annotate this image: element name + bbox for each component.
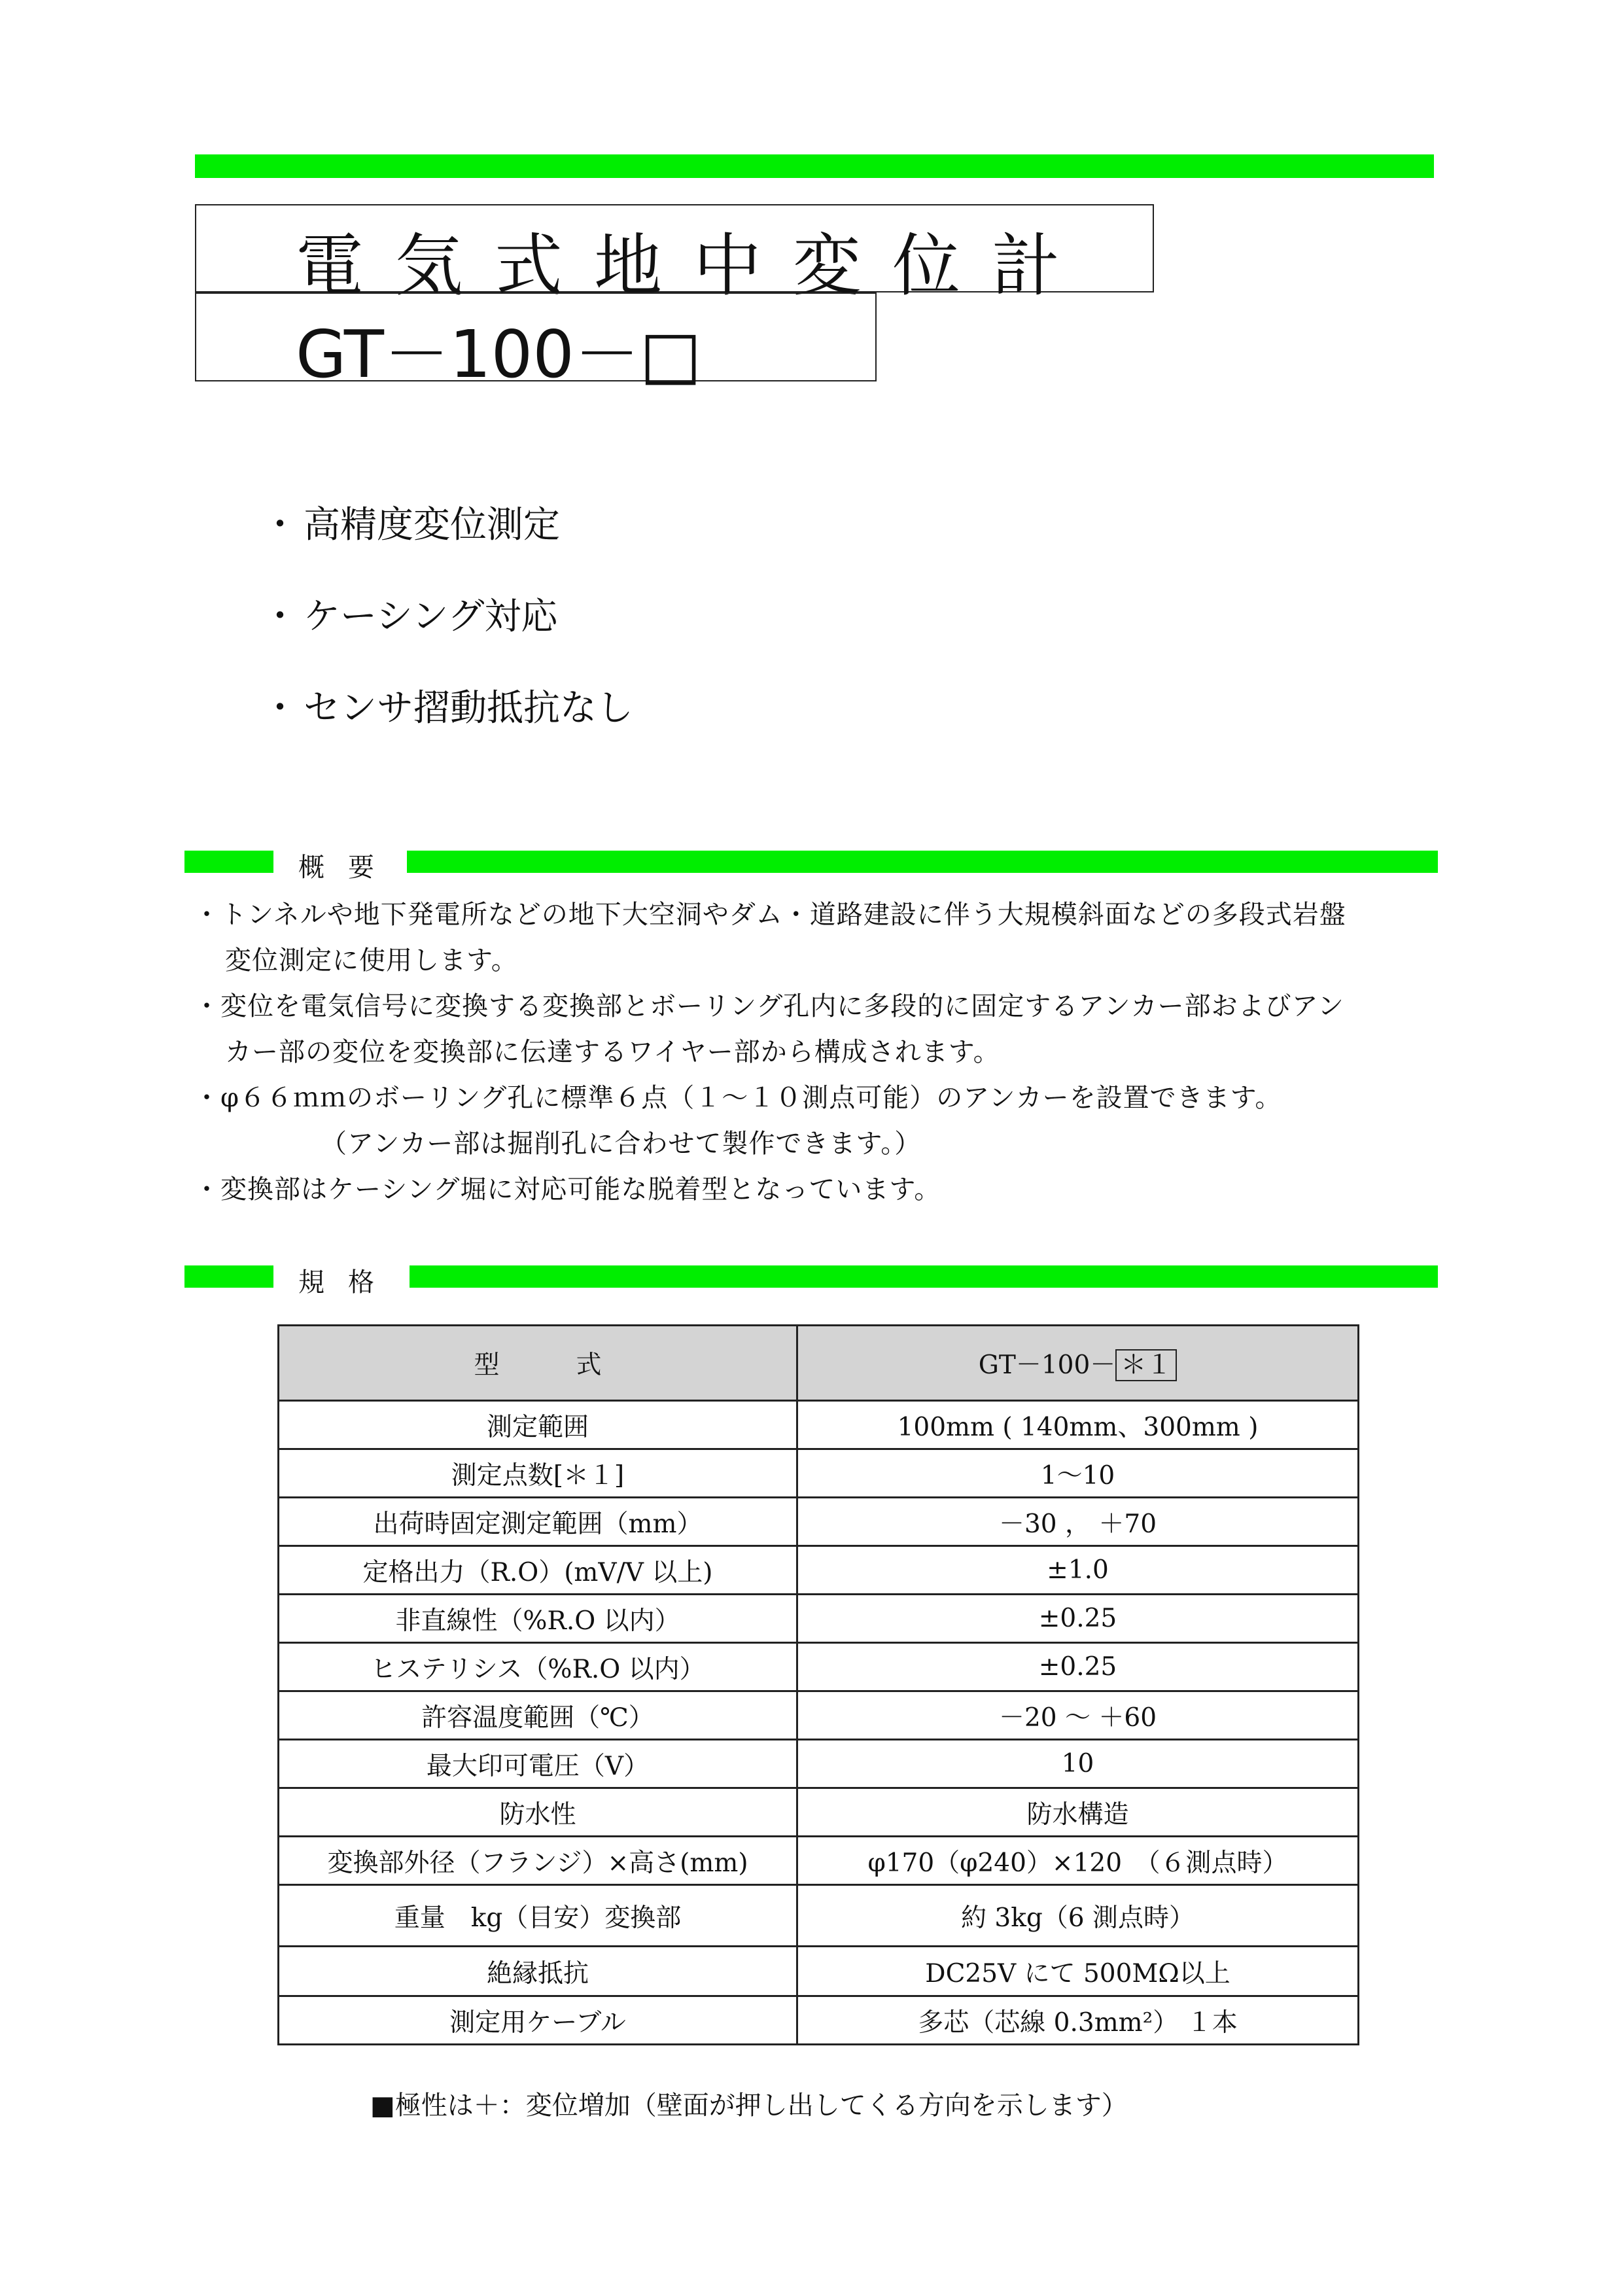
feature-item: [262, 496, 560, 548]
spec-table: [277, 1324, 1359, 2045]
page-title: 電気式地中変位計: [296, 226, 1092, 306]
section-bar-left: [184, 851, 273, 873]
spec-value: 多芯（芯線 0.3mm²） １本: [797, 1996, 1359, 2045]
feature-bullet: ・: [262, 504, 298, 546]
spec-value: DC25V にて 500MΩ以上: [797, 1947, 1359, 1996]
section-bar-right: [410, 1265, 1438, 1288]
header-cell: [797, 1326, 1359, 1401]
feature-text: ケーシング対応: [304, 595, 558, 638]
feature-bullet: ・: [262, 595, 298, 638]
feature-item: [262, 588, 557, 640]
feature-item: [262, 679, 633, 732]
overview-line: ・変換部はケーシング堀に対応可能な脱着型となっています。: [194, 1174, 941, 1205]
spec-value: 防水構造: [797, 1788, 1359, 1837]
spec-label: 定格出力（R.O）(mV/V 以上): [279, 1546, 797, 1595]
title-box: [195, 204, 1154, 306]
feature-text: 高精度変位測定: [304, 504, 560, 546]
table-row: [279, 1643, 1359, 1691]
overview-heading: 概要: [298, 853, 398, 883]
spec-label: 測定点数[＊１]: [279, 1449, 797, 1498]
spec-label: 絶縁抵抗: [279, 1947, 797, 1996]
top-accent-bar: [195, 154, 1434, 178]
table-row: [279, 1996, 1359, 2045]
spec-value: －30 ， ＋70: [797, 1498, 1359, 1546]
header-cell: 型 式: [279, 1326, 797, 1401]
table-row: [279, 1947, 1359, 1996]
spec-value: 10: [797, 1740, 1359, 1788]
section-bar-left: [184, 1265, 273, 1288]
spec-label: 非直線性（%R.O 以内）: [279, 1595, 797, 1643]
spec-label: 変換部外径（フランジ）×高さ(mm): [279, 1837, 797, 1885]
table-row: [279, 1546, 1359, 1595]
feature-bullet: ・: [262, 687, 298, 730]
spec-value: 1～10: [797, 1449, 1359, 1498]
spec-label: 測定用ケーブル: [279, 1996, 797, 2045]
table-row: [279, 1449, 1359, 1498]
model-prefix: GT－100－: [978, 1351, 1116, 1380]
spec-label: 許容温度範囲（℃）: [279, 1691, 797, 1740]
feature-text: センサ摺動抵抗なし: [304, 687, 633, 730]
spec-value: 100mm ( 140mm、300mm ): [797, 1401, 1359, 1449]
spec-label: 防水性: [279, 1788, 797, 1837]
table-row: [279, 1885, 1359, 1947]
spec-heading: 規格: [298, 1267, 398, 1298]
spec-label: ヒステリシス（%R.O 以内）: [279, 1643, 797, 1691]
model-number: GT－100－□: [296, 316, 702, 393]
table-row: [279, 1837, 1359, 1885]
polarity-note: ■極性は＋：変位増加（壁面が押し出してくる方向を示します）: [370, 2091, 1128, 2121]
overview-line: ・φ６６ｍｍのボーリング孔に標準６点（１～１０測点可能）のアンカーを設置できます。: [194, 1083, 1282, 1113]
spec-value: ±1.0: [797, 1546, 1359, 1595]
table-header-row: [279, 1326, 1359, 1401]
model-variant-box: ＊１: [1115, 1349, 1177, 1381]
table-row: [279, 1788, 1359, 1837]
table-row: [279, 1498, 1359, 1546]
overview-line: （アンカー部は掘削孔に合わせて製作できます。）: [321, 1129, 922, 1159]
overview-line: カー部の変位を変換部に伝達するワイヤー部から構成されます。: [225, 1037, 1000, 1067]
spec-label: 出荷時固定測定範囲（mm）: [279, 1498, 797, 1546]
spec-label: 重量 kg（目安）変換部: [279, 1885, 797, 1947]
spec-label: 測定範囲: [279, 1401, 797, 1449]
spec-value: ±0.25: [797, 1643, 1359, 1691]
table-row: [279, 1691, 1359, 1740]
spec-value: ±0.25: [797, 1595, 1359, 1643]
model-box: [195, 292, 877, 393]
overview-line: ・トンネルや地下発電所などの地下大空洞やダム・道路建設に伴う大規模斜面などの多段式岩盤: [194, 900, 1346, 930]
spec-label: 最大印可電圧（V）: [279, 1740, 797, 1788]
table-row: [279, 1401, 1359, 1449]
spec-value: 約 3kg（6 測点時）: [797, 1885, 1359, 1947]
spec-value: －20 ～ ＋60: [797, 1691, 1359, 1740]
overview-line: 変位測定に使用します。: [225, 945, 518, 976]
overview-line: ・変位を電気信号に変換する変換部とボーリング孔内に多段的に固定するアンカー部およびアン: [194, 991, 1344, 1021]
table-row: [279, 1595, 1359, 1643]
section-bar-right: [407, 851, 1438, 873]
spec-value: φ170（φ240）×120 （６測点時）: [797, 1837, 1359, 1885]
table-row: [279, 1740, 1359, 1788]
